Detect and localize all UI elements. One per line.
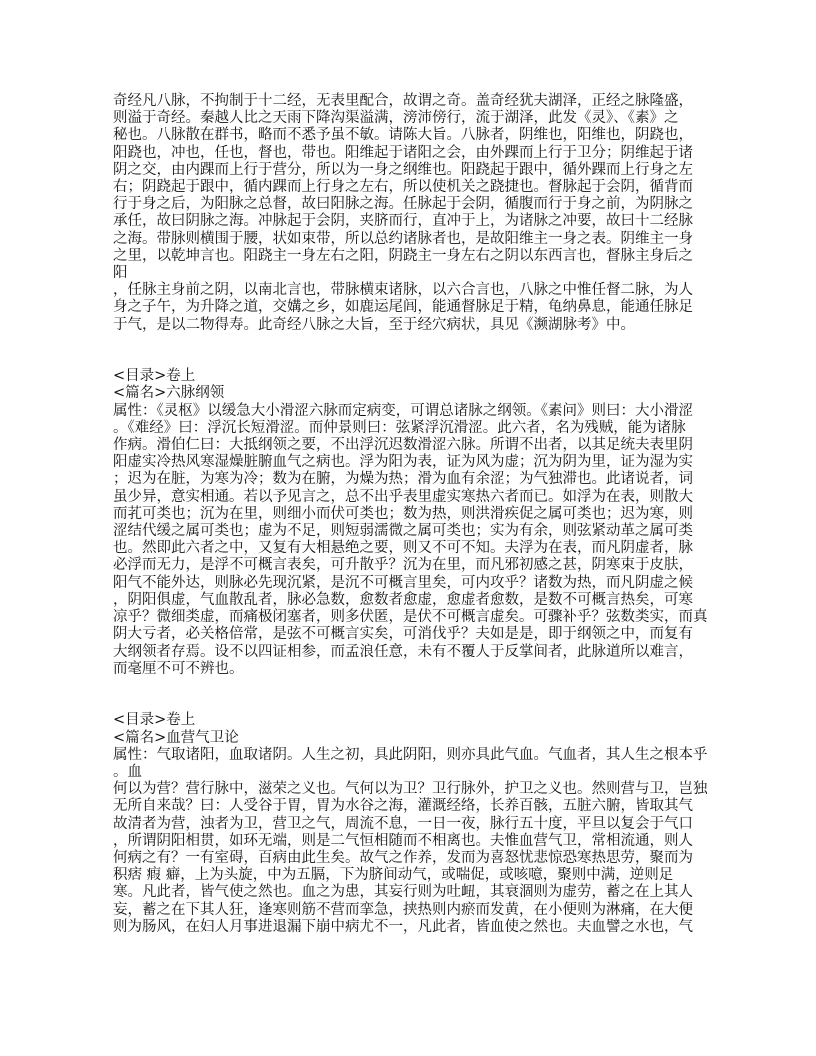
blank-line (113, 351, 713, 368)
text-line: 阳虚实冷热风寒湿燥脏腑血气之病也。浮为阳为表，证为风为虚；沉为阴为里，证为湿为实 (113, 454, 693, 471)
text-line: 大纲领者存焉。设不以四证相参，而孟浪任意，未有不覆人于反掌间者，此脉道所以难言， (113, 643, 693, 660)
text-line: ，所谓阴阳相贯，如环无端，则是二气恒相随而不相离也。夫惟血营气卫，常相流通，则人 (113, 832, 693, 849)
text-line: 寒。凡此者，皆气使之然也。血之为患，其妄行则为吐衄，其衰涸则为虚劳，蓄之在上其人 (113, 884, 693, 901)
text-line: 阳 (113, 265, 128, 282)
text-line: 何以为营？营行脉中，滋荣之义也。气何以为卫？卫行脉外，护卫之义也。然则营与卫，岂独 (113, 781, 708, 798)
section-header-line: <篇名>血营气卫论 (113, 729, 239, 746)
text-line: 承任，故曰阴脉之海。冲脉起于会阴，夹脐而行，直冲于上，为诸脉之冲要，故曰十二经脉 (113, 213, 693, 230)
text-line: 则为肠风，在妇人月事进退漏下崩中病尤不一，凡此者，皆血使之然也。夫血譬之水也，气 (113, 918, 693, 935)
text-line: 秘也。八脉散在群书，略而不悉予虽不敏。请陈大旨。八脉者，阴维也，阳维也，阴跷也， (113, 127, 693, 144)
blank-line (113, 678, 713, 695)
text-line: 阳跷也，冲也，任也，督也，带也。阳维起于诸阳之会，由外踝而上行于卫分；阴维起于诸 (113, 144, 693, 161)
text-line: 身之子午，为升降之道，交媾之乡，如鹿运尾闾，能通督脉足于精，龟纳鼻息，能通任脉足 (113, 299, 693, 316)
text-line: 凉乎？微细类虚，而痛极闭塞者，则多伏匿，是伏不可概言虚矣。可骤补乎？弦数类实，而真 (113, 609, 708, 626)
text-line: 则溢于奇经。秦越人比之天雨下降沟渠溢满，滂沛傍行，流于湖泽，此发《灵》、《素》之 (113, 110, 679, 127)
document-text (113, 93, 713, 936)
text-line: 何病之有？一有室碍，百病由此生矣。故气之作养，发而为喜怒忧悲惊恐寒热思劳，聚而为 (113, 849, 693, 866)
text-line: 属性：《灵枢》以缓急大小滑涩六脉而定病变，可谓总诸脉之纲领。《素问》则曰：大小滑涩 (113, 402, 693, 419)
text-line: 而毫厘不可不辨也。 (113, 660, 244, 677)
text-line: ，任脉主身前之阴，以南北言也，带脉横束诸脉，以六合言也，八脉之中惟任督二脉，为人 (113, 282, 693, 299)
text-line: 属性：气取诸阳，血取诸阴。人生之初，具此阴阳，则亦具此气血。气血者，其人生之根本乎 (113, 746, 708, 763)
text-line: 积痞 瘕 癖，上为头旋，中为五膈，下为脐间动气，或喘促，或咳噫，聚则中满，逆则足 (113, 867, 674, 884)
text-line: 右；阴跷起于跟中，循内踝而上行身之左右，所以使机关之跷捷也。督脉起于会阴，循背而 (113, 179, 693, 196)
text-line: 阴大亏者，必关格倍常，是弦不可概言实矣，可消伐乎？夫如是是，即于纲领之中，而复有 (113, 626, 693, 643)
text-line: ；迟为在脏，为寒为冷；数为在腑，为燥为热；滑为血有余涩；为气独滞也。此诸说者，词 (113, 471, 693, 488)
text-line: ，阴阳俱虚，气血散乱者，脉必急数，愈数者愈虚，愈虚者愈数，是数不可概言热矣，可寒 (113, 591, 693, 608)
text-line: 无所自来哉？曰：人受谷于胃，胃为水谷之海，灌溉经络，长养百骸，五脏六腑，皆取其气 (113, 798, 693, 815)
section-header-line: <篇名>六脉纲领 (113, 385, 225, 402)
text-line: 虽少异，意实相通。若以予见言之，总不出乎表里虚实寒热六者而已。如浮为在表，则散大 (113, 488, 693, 505)
text-line: 。《难经》曰：浮沉长短滑涩。而仲景则曰：弦紧浮沉滑涩。此六者，名为残贼，能为诸脉 (113, 419, 686, 436)
text-line: 涩结代缓之属可类也；虚为不足，则短弱濡微之属可类也；实为有余，则弦紧动革之属可类 (113, 523, 693, 540)
text-line: 作病。滑伯仁曰：大抵纲领之要，不出浮沉迟数滑涩六脉。所谓不出者，以其足统夫表里阴 (113, 437, 693, 454)
text-line: 之海。带脉则横围于腰，状如束带，所以总约诸脉者也，是故阳维主一身之表。阴维主一身 (113, 230, 693, 247)
text-line: 必浮而无力，是浮不可概言表矣，可升散乎？沉为在里，而凡邪初感之甚，阴寒束于皮肤， (113, 557, 693, 574)
text-line: 而芤可类也；沉为在里，则细小而伏可类也；数为热，则洪滑疾促之属可类也；迟为寒，则 (113, 505, 693, 522)
text-line: 。血 (113, 763, 142, 780)
text-line: 阴之交，由内踝而上行于营分，所以为一身之纲维也。阳跷起于跟中，循外踝而上行身之左 (113, 161, 693, 178)
text-line: 也。然即此六者之中，又复有大相悬绝之要，则又不可不知。夫浮为在表，而凡阴虚者，脉 (113, 540, 693, 557)
section-header-line: <目录>卷上 (113, 368, 196, 385)
text-line: 行于身之后，为阳脉之总督，故曰阳脉之海。任脉起于会阴，循腹而行于身之前，为阴脉之 (113, 196, 693, 213)
blank-line (113, 334, 713, 351)
text-line: 故清者为营，浊者为卫，营卫之气，周流不息，一日一夜，脉行五十度，平旦以复会于气口 (113, 815, 693, 832)
text-line: 妄，蓄之在下其人狂，逢寒则筋不营而挛急，挟热则内瘀而发黄，在小便则为淋痛，在大便 (113, 901, 693, 918)
text-line: 于气，是以二物得寿。此奇经八脉之大旨，至于经穴病状，具见《濒湖脉考》中。 (113, 316, 635, 333)
text-line: 阳气不能外达，则脉必先现沉紧，是沉不可概言里矣，可内攻乎？诸数为热，而凡阴虚之候 (113, 574, 693, 591)
blank-line (113, 695, 713, 712)
section-header-line: <目录>卷上 (113, 712, 196, 729)
text-line: 之里，以乾坤言也。阳跷主一身左右之阳，阴跷主一身左右之阴以东西言也，督脉主身后之 (113, 247, 693, 264)
text-line: 奇经凡八脉，不拘制于十二经，无表里配合，故谓之奇。盖奇经犹夫湖泽，正经之脉隆盛， (113, 93, 693, 109)
